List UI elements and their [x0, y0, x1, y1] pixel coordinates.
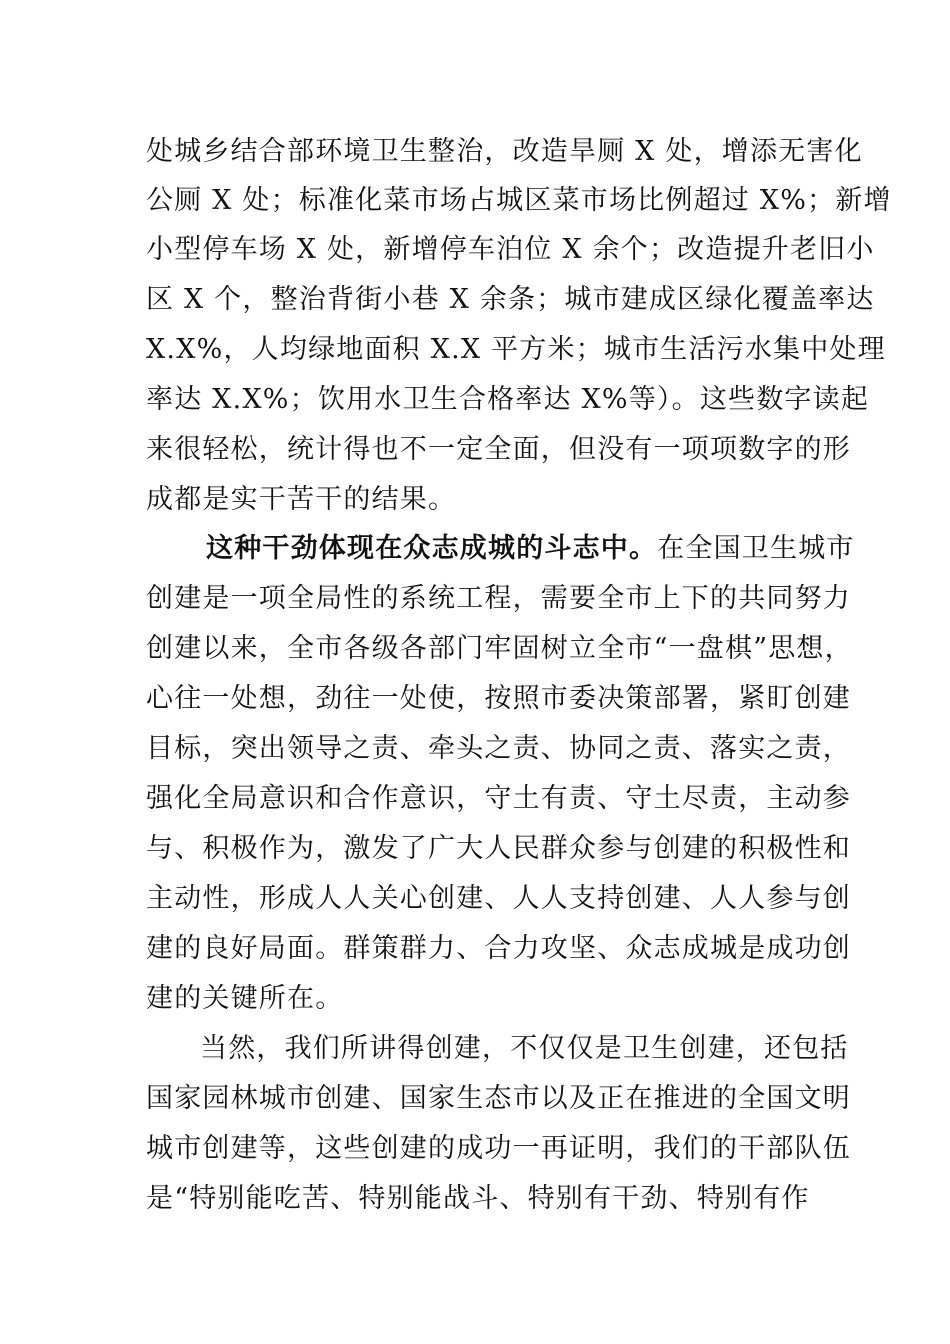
text-span: 在全国卫生城市 — [657, 533, 855, 564]
text-line: 是“特别能吃苦、特别能战斗、特别有干劲、特别有作 — [146, 1183, 810, 1214]
text-line: 与、积极作为，激发了广大人民群众参与创建的积极性和 — [146, 833, 851, 864]
text-line: 处城乡结合部环境卫生整治，改造旱厕 X 处，增添无害化 — [146, 136, 863, 167]
text-line: 国家园林城市创建、国家生态市以及正在推进的全国文明 — [146, 1083, 851, 1114]
text-line: 创建以来，全市各级各部门牢固树立全市“一盘棋”思想， — [146, 633, 853, 664]
text-line: 成都是实干苦干的结果。 — [146, 484, 457, 515]
text-line: 强化全局意识和合作意识，守土有责、守土尽责，主动参 — [146, 783, 851, 814]
paragraph-lead-sentence: 这种干劲体现在众志成城的斗志中。 — [206, 533, 658, 564]
text-line: 城市创建等，这些创建的成功一再证明，我们的干部队伍 — [146, 1133, 851, 1164]
text-line: 区 X 个，整治背街小巷 X 余条；城市建成区绿化覆盖率达 — [146, 284, 875, 315]
text-line: 建的关键所在。 — [146, 983, 344, 1014]
text-line: 创建是一项全局性的系统工程，需要全市上下的共同努力 — [146, 583, 851, 614]
text-line: 公厕 X 处；标准化菜市场占城区菜市场比例超过 X%；新增 — [146, 185, 892, 216]
text-line: 心往一处想，劲往一处使，按照市委决策部署，紧盯创建 — [146, 683, 851, 714]
text-line: X.X%，人均绿地面积 X.X 平方米；城市生活污水集中处理 — [146, 334, 886, 365]
text-line — [206, 529, 855, 569]
text-line: 率达 X.X%；饮用水卫生合格率达 X%等）。这些数字读起 — [146, 384, 870, 415]
text-line: 建的良好局面。群策群力、合力攻坚、众志成城是成功创 — [146, 933, 851, 964]
text-line: 主动性，形成人人关心创建、人人支持创建、人人参与创 — [146, 883, 851, 914]
text-line: 当然，我们所讲得创建，不仅仅是卫生创建，还包括 — [200, 1033, 849, 1064]
text-line: 小型停车场 X 处，新增停车泊位 X 余个；改造提升老旧小 — [146, 234, 875, 265]
text-line: 来很轻松，统计得也不一定全面，但没有一项项数字的形 — [146, 434, 851, 465]
text-line: 目标，突出领导之责、牵头之责、协同之责、落实之责， — [146, 733, 851, 764]
